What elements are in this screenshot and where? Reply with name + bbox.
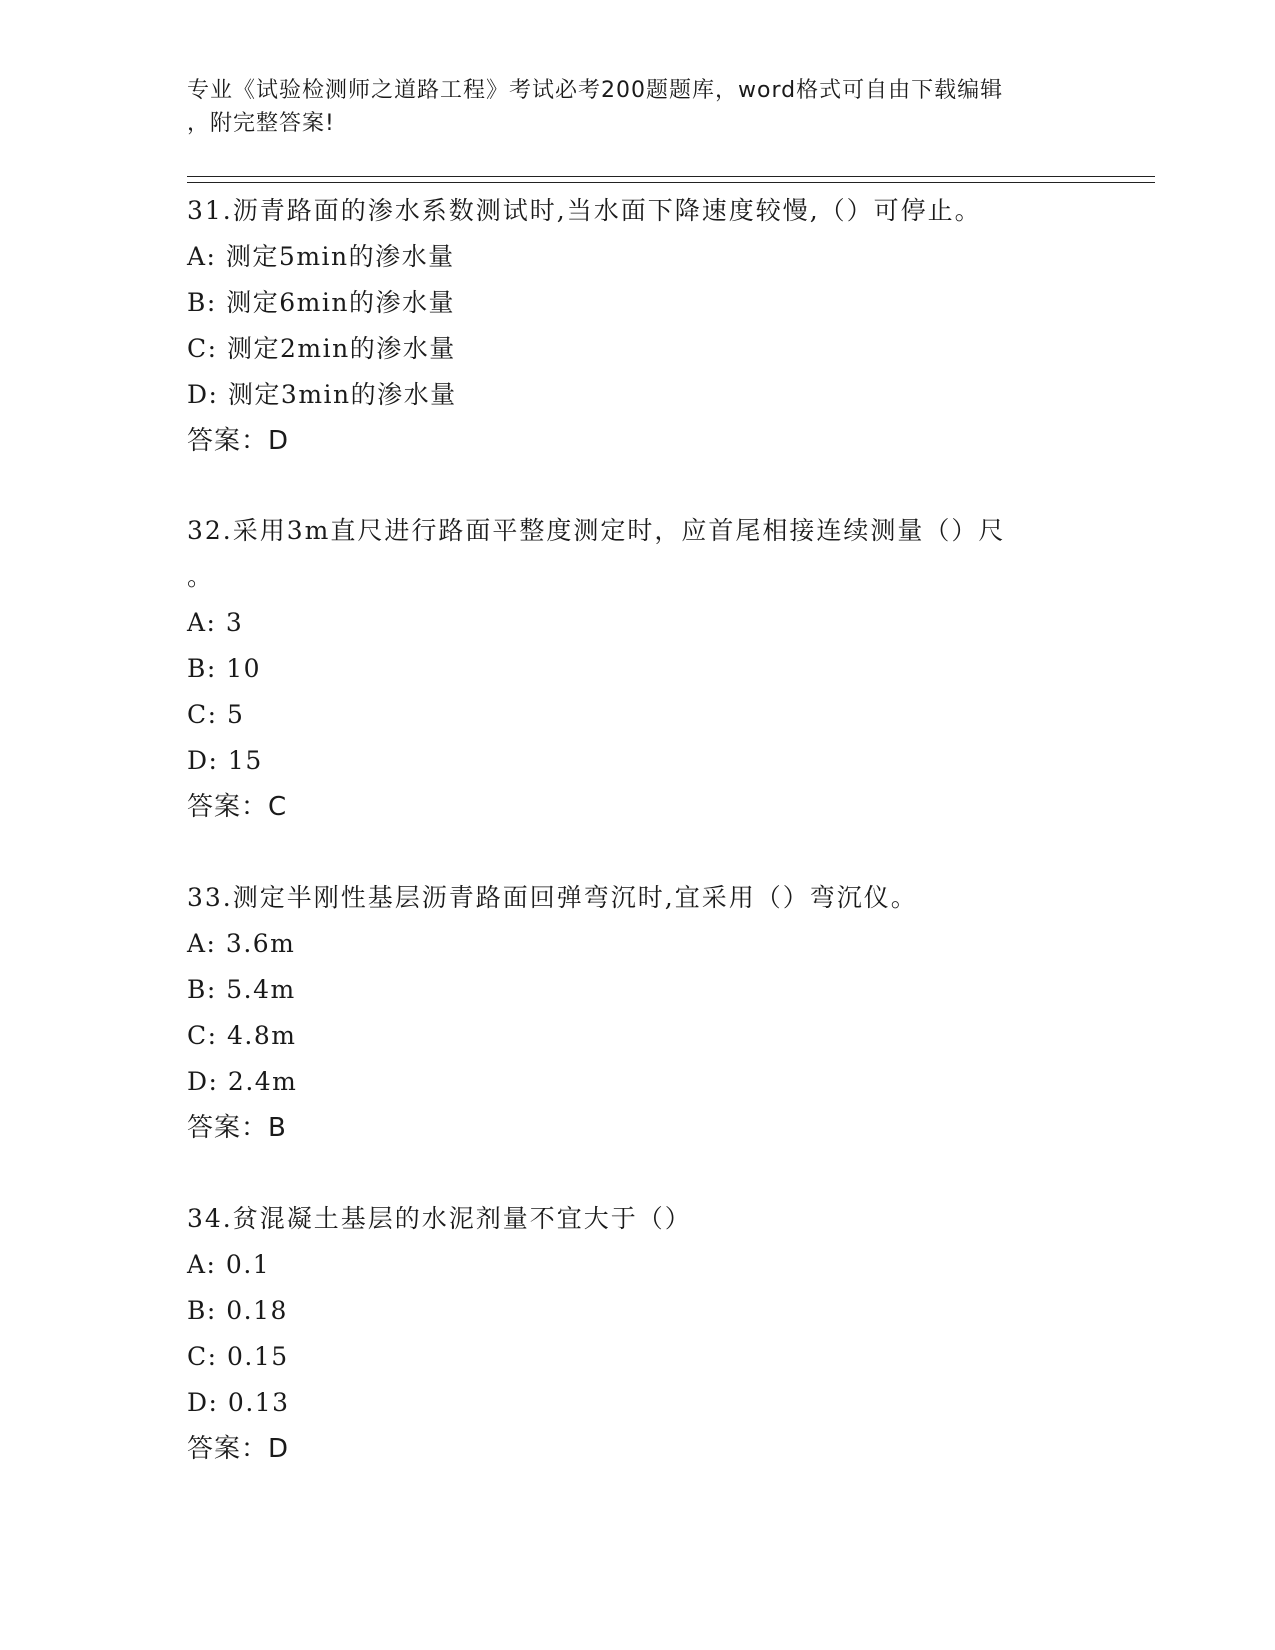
option-d: D: 0.13	[187, 1388, 290, 1417]
answer: 答案：D	[187, 426, 290, 456]
option-d: D: 测定3min的渗水量	[187, 380, 457, 409]
option-b: B: 5.4m	[187, 975, 296, 1004]
option-b: B: 测定6min的渗水量	[187, 288, 455, 317]
option-c: C: 测定2min的渗水量	[187, 334, 456, 363]
question-31	[187, 188, 1107, 464]
question-text: 34.贫混凝土基层的水泥剂量不宜大于（）	[187, 1204, 692, 1233]
question-34	[187, 1196, 1107, 1472]
option-b: B: 0.18	[187, 1296, 288, 1325]
question-text: 33.测定半刚性基层沥青路面回弹弯沉时,宜采用（）弯沉仪。	[187, 883, 918, 912]
option-a: A: 3.6m	[187, 929, 296, 958]
option-c: C: 4.8m	[187, 1021, 297, 1050]
question-33	[187, 875, 1107, 1151]
option-d: D: 15	[187, 746, 263, 775]
option-a: A: 3	[187, 608, 244, 637]
option-d: D: 2.4m	[187, 1067, 298, 1096]
answer: 答案：D	[187, 1434, 290, 1464]
header-line-2: ，附完整答案!	[187, 111, 335, 136]
option-a: A: 测定5min的渗水量	[187, 242, 455, 271]
document-header	[187, 74, 1087, 140]
header-line-1: 专业《试验检测师之道路工程》考试必考200题题库，word格式可自由下载编辑	[187, 78, 1004, 103]
option-b: B: 10	[187, 654, 262, 683]
question-text: 32.采用3m直尺进行路面平整度测定时，应首尾相接连续测量（）尺	[187, 516, 1006, 545]
option-c: C: 5	[187, 700, 245, 729]
question-text: 31.沥青路面的渗水系数测试时,当水面下降速度较慢,（）可停止。	[187, 196, 982, 225]
option-c: C: 0.15	[187, 1342, 289, 1371]
answer: 答案：B	[187, 1113, 287, 1143]
option-a: A: 0.1	[187, 1250, 271, 1279]
question-32	[187, 508, 1107, 830]
answer: 答案：C	[187, 792, 288, 822]
header-divider-top	[187, 176, 1155, 177]
question-text-continuation: 。	[187, 562, 215, 591]
header-divider-bottom	[187, 182, 1155, 183]
